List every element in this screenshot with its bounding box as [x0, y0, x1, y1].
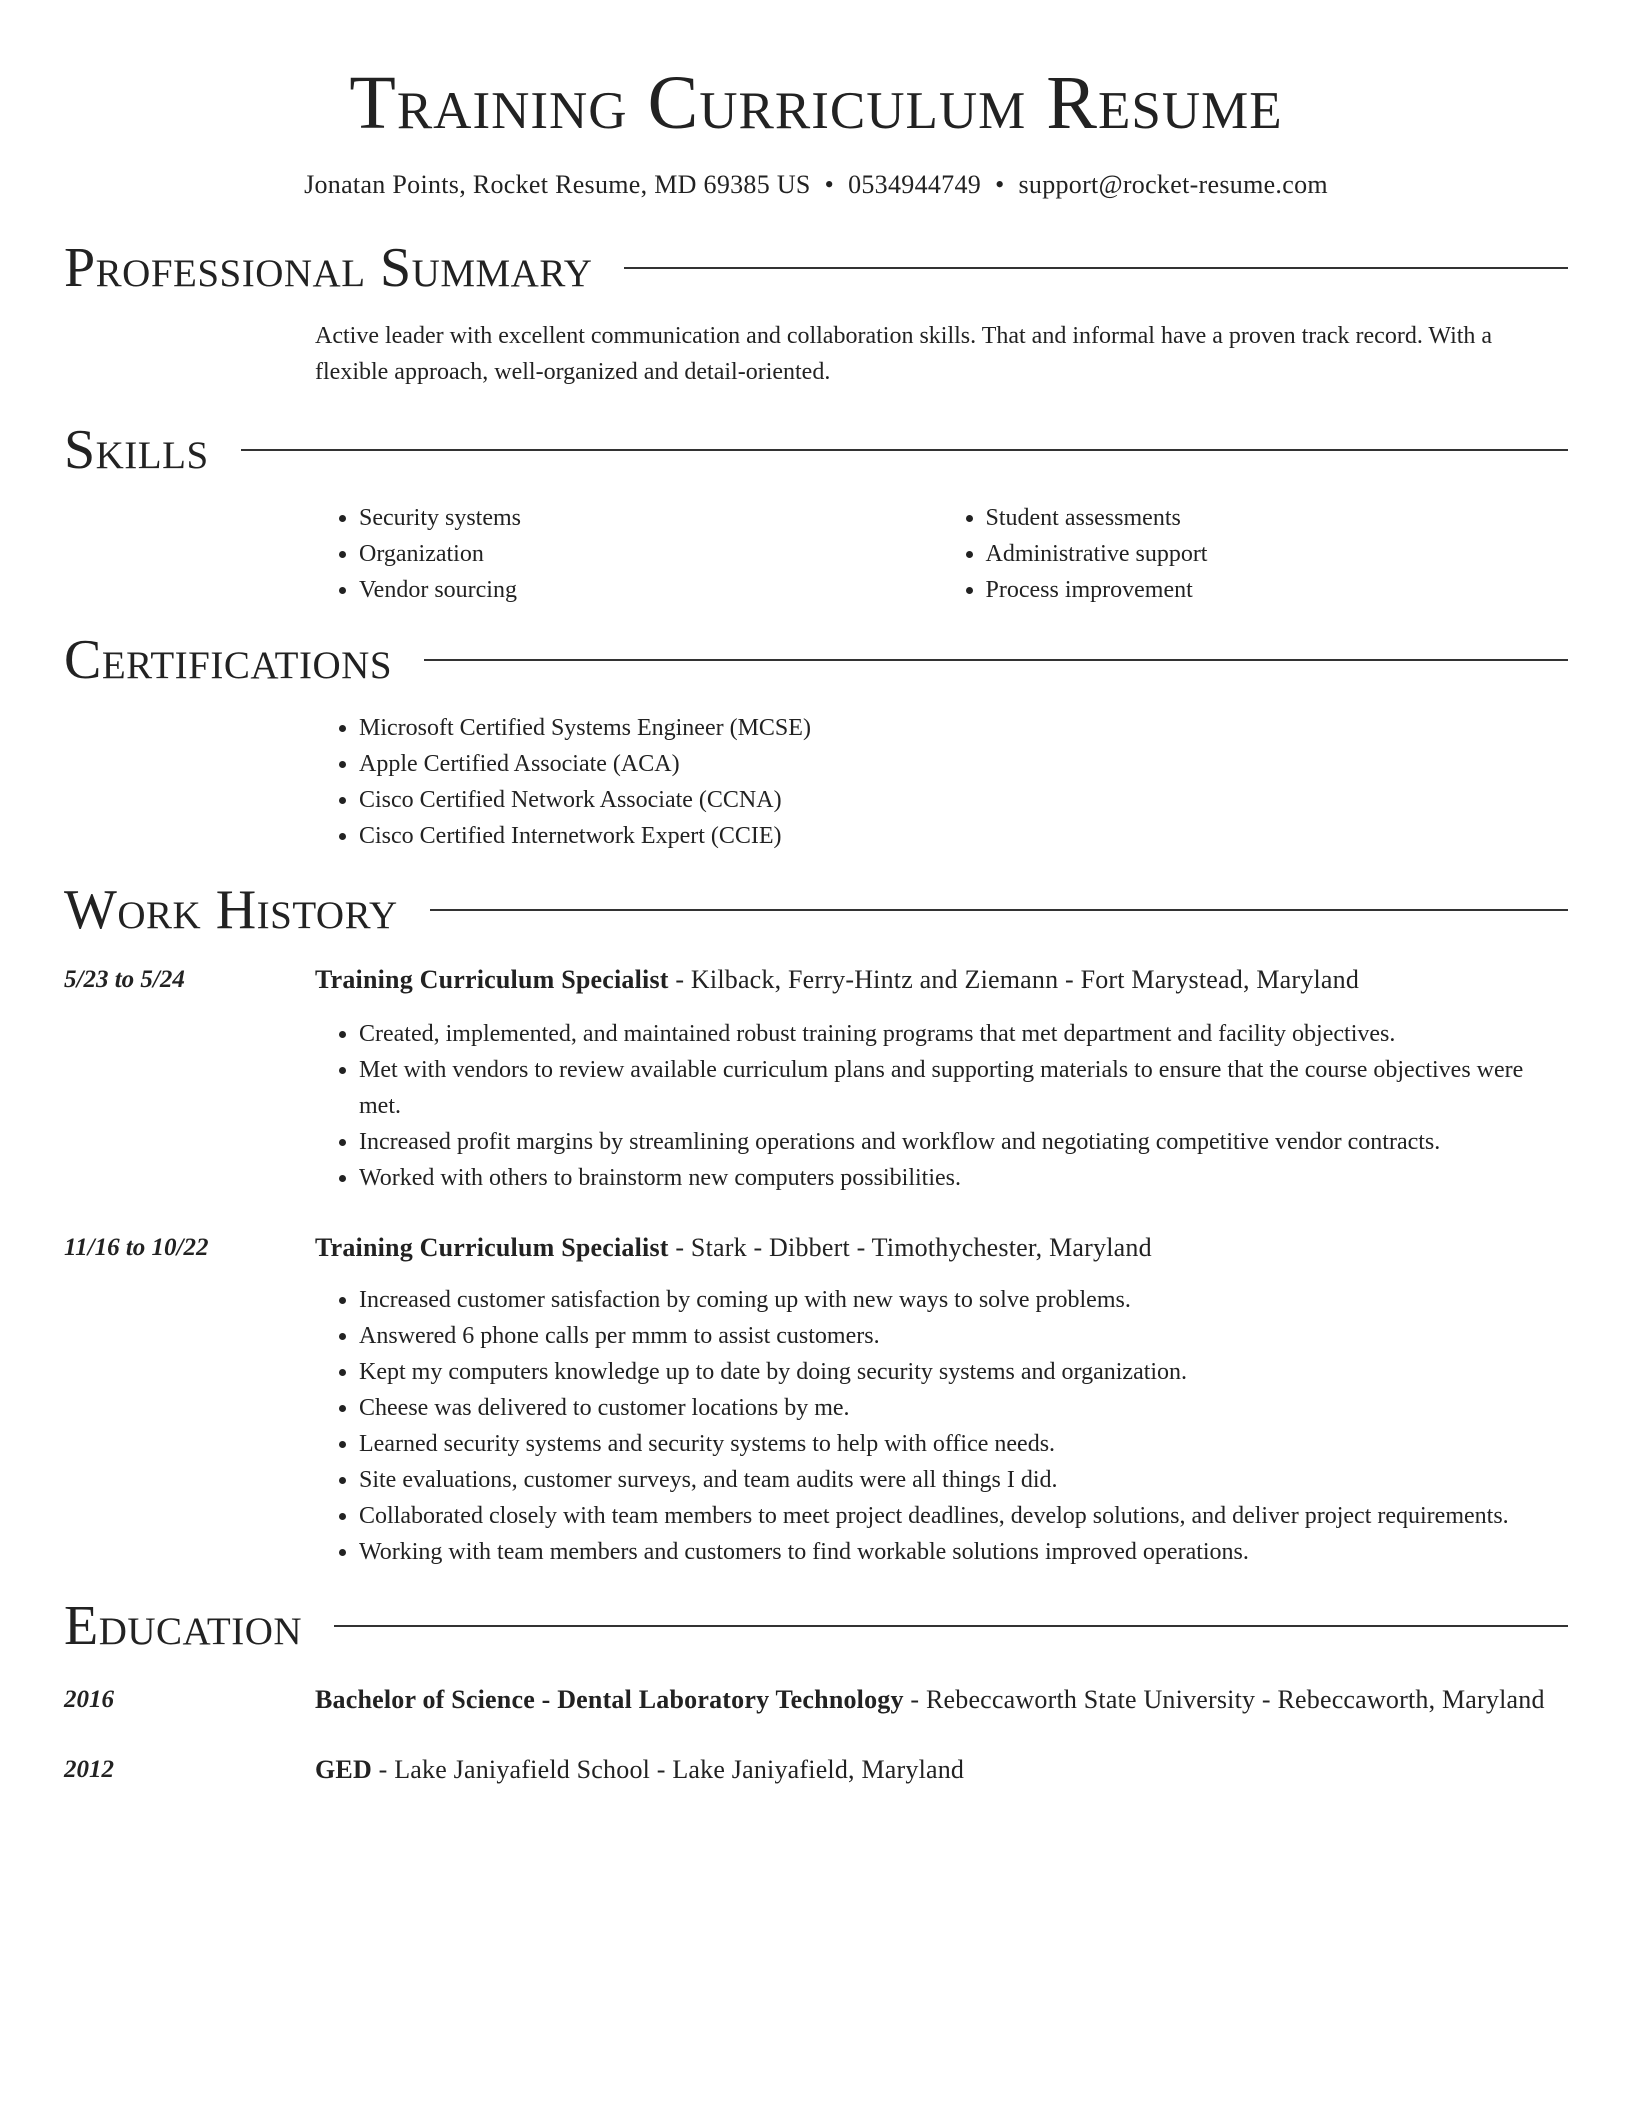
- education-degree: Bachelor of Science - Dental Laboratory Technology: [315, 1685, 904, 1714]
- education-degree: GED: [315, 1755, 372, 1784]
- skill-item: • Security systems: [359, 500, 942, 536]
- certification-item: • Apple Certified Associate (ACA): [359, 746, 1568, 782]
- work-section-header: [64, 878, 1568, 942]
- skills-list: [315, 500, 1568, 608]
- job-bullet: • Increased customer satisfaction by coming up with new ways to solve problems.: [359, 1282, 1568, 1318]
- summary-section-header: [64, 236, 1568, 300]
- section-divider: [334, 1625, 1568, 1627]
- resume-page: [64, 0, 1568, 1788]
- job-bullet: • Site evaluations, customer surveys, and team audits were all things I did.: [359, 1462, 1568, 1498]
- section-divider: [424, 659, 1568, 661]
- job-bullet: • Collaborated closely with team members to meet project deadlines, develop solutions, and deliver project requirements.: [359, 1498, 1568, 1534]
- job-bullet: • Created, implemented, and maintained robust training programs that met department and facility objectives.: [359, 1016, 1568, 1052]
- education-year: 2016: [64, 1686, 114, 1713]
- education-year: 2012: [64, 1756, 114, 1783]
- job-details: [315, 1230, 1568, 1570]
- skill-item: • Organization: [359, 536, 942, 572]
- summary-heading: Professional Summary: [64, 237, 593, 299]
- certification-item: • Microsoft Certified Systems Engineer (MCSE): [359, 710, 1568, 746]
- job-bullets: [315, 1282, 1568, 1570]
- job-entry: [64, 1230, 1568, 1570]
- contact-email: support@rocket-resume.com: [1018, 170, 1328, 199]
- certification-item: • Cisco Certified Network Associate (CCNA): [359, 782, 1568, 818]
- education-details: [315, 1682, 1568, 1718]
- section-divider: [624, 267, 1568, 269]
- job-details: [315, 962, 1568, 1196]
- skills-column-left: [315, 500, 942, 608]
- contact-line: [64, 168, 1568, 202]
- skill-item: • Student assessments: [986, 500, 1569, 536]
- job-bullet: • Worked with others to brainstorm new computers possibilities.: [359, 1160, 1568, 1196]
- education-entry: [64, 1682, 1568, 1718]
- job-bullet: • Kept my computers knowledge up to date by doing security systems and organization.: [359, 1354, 1568, 1390]
- skill-item: • Vendor sourcing: [359, 572, 942, 608]
- contact-separator: •: [824, 170, 835, 199]
- job-bullet: • Learned security systems and security systems to help with office needs.: [359, 1426, 1568, 1462]
- education-section-header: [64, 1594, 1568, 1658]
- section-divider: [430, 909, 1568, 911]
- skills-section-header: [64, 418, 1568, 482]
- job-bullet: • Answered 6 phone calls per mmm to assist customers.: [359, 1318, 1568, 1354]
- skills-column-right: [942, 500, 1569, 608]
- summary-text: Active leader with excellent communication and collaboration skills. That and informal have a proven track record. With a flexible approach, well-organized and detail-oriented.: [315, 323, 1493, 385]
- education-school: - Rebeccaworth State University - Rebeccaworth, Maryland: [903, 1685, 1545, 1714]
- education-school: - Lake Janiyafield School - Lake Janiyafield, Maryland: [371, 1755, 965, 1784]
- skill-item: • Process improvement: [986, 572, 1569, 608]
- job-bullet: • Cheese was delivered to customer locations by me.: [359, 1390, 1568, 1426]
- resume-title: Training Curriculum Resume: [349, 61, 1283, 145]
- job-entry: [64, 962, 1568, 1196]
- certifications-heading: Certifications: [64, 629, 393, 691]
- job-header: [315, 962, 1568, 998]
- job-title: Training Curriculum Specialist: [315, 965, 669, 994]
- job-bullet: • Working with team members and customers to find workable solutions improved operations.: [359, 1534, 1568, 1570]
- job-bullets: [315, 1016, 1568, 1196]
- contact-address: Jonatan Points, Rocket Resume, MD 69385 US: [304, 170, 811, 199]
- section-divider: [241, 449, 1568, 451]
- work-heading: Work History: [64, 879, 398, 941]
- certifications-section-header: [64, 628, 1568, 692]
- certifications-list: [315, 710, 1568, 854]
- job-header: [315, 1230, 1568, 1266]
- education-entry: [64, 1752, 1568, 1788]
- job-employer: - Stark - Dibbert - Timothychester, Maryland: [668, 1233, 1152, 1262]
- job-title: Training Curriculum Specialist: [315, 1233, 669, 1262]
- education-heading: Education: [64, 1595, 303, 1657]
- skills-heading: Skills: [64, 419, 209, 481]
- job-dates: 5/23 to 5/24: [64, 966, 185, 993]
- job-bullet: • Increased profit margins by streamlining operations and workflow and negotiating competitive vendor contracts.: [359, 1124, 1568, 1160]
- contact-separator: •: [995, 170, 1005, 199]
- certification-item: • Cisco Certified Internetwork Expert (CCIE): [359, 818, 1568, 854]
- job-dates: 11/16 to 10/22: [64, 1234, 209, 1261]
- contact-phone: 0534944749: [848, 170, 982, 199]
- education-details: [315, 1752, 1568, 1788]
- skill-item: • Administrative support: [986, 536, 1569, 572]
- job-employer: - Kilback, Ferry-Hintz and Ziemann - Fort Marystead, Maryland: [668, 965, 1360, 994]
- job-bullet: • Met with vendors to review available curriculum plans and supporting materials to ensure that the course objectives were met.: [359, 1052, 1568, 1124]
